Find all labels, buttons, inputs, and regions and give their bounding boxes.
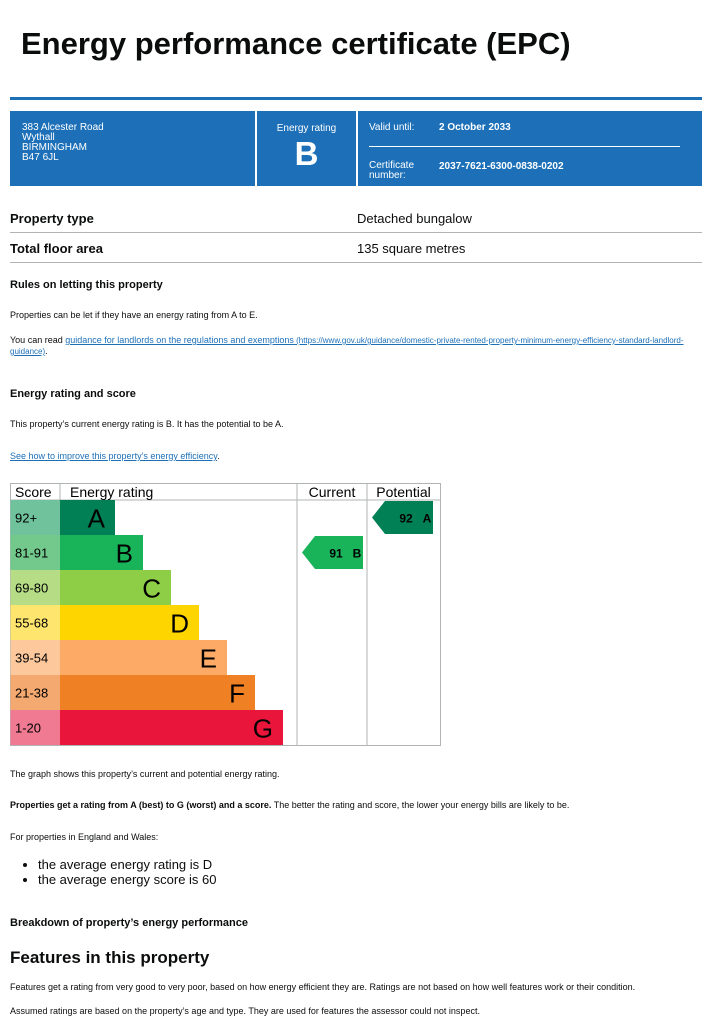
letting-text: Properties can be let if they have an energy rating from A to E. <box>10 310 258 320</box>
potential-rating-letter: A <box>422 511 432 526</box>
rating-bar-g <box>60 710 283 745</box>
certificate-panel <box>358 111 702 186</box>
energy-rating-chart <box>10 483 441 746</box>
certificate-number-label-2: number: <box>369 170 406 181</box>
rating-letter-a: A <box>87 503 105 534</box>
floor-area-label: Total floor area <box>10 241 103 256</box>
features-text: Features get a rating from very good to very poor, based on how energy efficient they are. Ratings are not based on how well features work or their condition. <box>10 982 636 992</box>
rating-panel <box>257 111 356 186</box>
rating-explanation <box>10 800 702 811</box>
address-line: B47 6JL <box>22 152 59 163</box>
score-range-g: 1-20 <box>15 720 42 736</box>
list-item: • the average energy rating is D <box>38 857 217 872</box>
rating-letter-e: E <box>199 643 217 674</box>
address-line: BIRMINGHAM <box>22 142 87 153</box>
header-score: Score <box>15 484 52 500</box>
potential-rating-score: 92 <box>399 511 413 526</box>
info-divider <box>369 146 680 147</box>
rating-explanation-rest: The better the rating and score, the lower your energy bills are likely to be. <box>271 800 570 810</box>
assumed-ratings-text: Assumed ratings are based on the property’s age and type. They are used for features the assessor could not inspect. <box>10 1006 480 1016</box>
rating-explanation-bold: Properties get a rating from A (best) to G (worst) and a score. <box>10 800 272 810</box>
rating-letter: B <box>294 135 319 172</box>
page-title: Energy performance certificate (EPC) <box>21 26 571 61</box>
improve-paragraph <box>10 451 702 462</box>
averages-list <box>20 857 217 887</box>
address-line: Wythall <box>22 132 55 143</box>
address-panel <box>10 111 255 186</box>
graph-caption: The graph shows this property’s current and potential energy rating. <box>10 769 280 779</box>
certificate-number-value: 2037-7621-6300-0838-0202 <box>439 161 564 172</box>
guidance-link[interactable] <box>10 335 684 356</box>
score-range-c: 69-80 <box>15 580 49 596</box>
score-range-a: 92+ <box>15 510 38 526</box>
guidance-link-text: guidance for landlords on the regulations and exemptions <box>65 335 294 345</box>
floor-area-value: 135 square metres <box>357 241 466 256</box>
list-item: • the average energy score is 60 <box>38 872 217 887</box>
improve-suffix: . <box>217 451 220 461</box>
improve-link[interactable]: See how to improve this property’s energy efficiency <box>10 451 218 461</box>
breakdown-heading: Breakdown of property’s energy performance <box>10 917 248 929</box>
score-range-d: 55-68 <box>15 615 49 631</box>
score-range-b: 81-91 <box>15 545 49 561</box>
rating-letter-c: C <box>142 573 161 604</box>
title-divider <box>10 97 702 100</box>
property-type-value: Detached bungalow <box>357 211 472 226</box>
header-current: Current <box>308 484 356 500</box>
header-potential: Potential <box>376 484 431 500</box>
guidance-prefix: You can read <box>10 335 66 345</box>
current-rating-score: 91 <box>329 546 343 561</box>
header-energy-rating: Energy rating <box>70 484 154 500</box>
rating-letter-d: D <box>170 608 189 639</box>
property-type-row <box>10 203 702 233</box>
letting-guidance <box>10 335 702 357</box>
address-line: 383 Alcester Road <box>22 122 104 133</box>
property-type-label: Property type <box>10 211 94 226</box>
certificate-number-label: Certificate <box>369 160 415 171</box>
rating-letter-b: B <box>115 538 133 569</box>
valid-until-value: 2 October 2033 <box>439 122 511 133</box>
guidance-suffix: . <box>45 346 48 356</box>
score-range-e: 39-54 <box>15 650 49 666</box>
guidance-link-url: (https://www.gov.uk/guidance/domestic-private-rented-property-minimum-energy-efficiency-standard-landlord-guidance) <box>10 336 684 356</box>
score-heading: Energy rating and score <box>10 388 136 400</box>
score-text: This property’s current energy rating is B. It has the potential to be A. <box>10 419 284 429</box>
current-rating-letter: B <box>352 546 362 561</box>
features-heading: Features in this property <box>10 948 210 967</box>
rating-label: Energy rating <box>276 123 337 134</box>
letting-heading: Rules on letting this property <box>10 279 163 291</box>
score-range-f: 21-38 <box>15 685 49 701</box>
floor-area-row <box>10 233 702 263</box>
energy-rating-graph <box>10 483 441 746</box>
england-wales-intro: For properties in England and Wales: <box>10 832 159 842</box>
rating-letter-g: G <box>252 713 273 744</box>
rating-letter-f: F <box>229 678 245 709</box>
rating-bar-f <box>60 675 255 710</box>
valid-until-label: Valid until: <box>369 122 415 133</box>
